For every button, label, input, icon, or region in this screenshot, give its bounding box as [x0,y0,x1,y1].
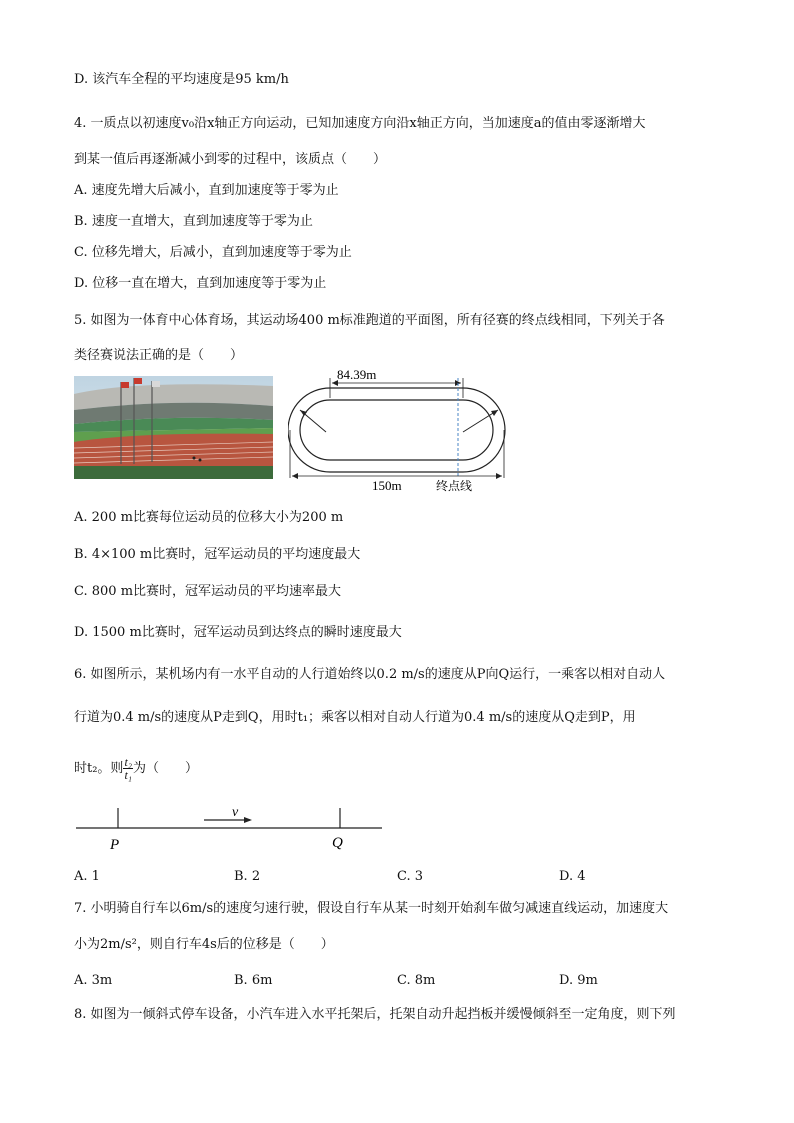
q3-option-d: D. 该汽车全程的平均速度是95 km/h [74,72,289,87]
velocity-label: v [232,805,239,820]
q4-option-d: D. 位移一直在增大，直到加速度等于零为止 [74,276,327,291]
q5-option-b: B. 4×100 m比赛时，冠军运动员的平均速度最大 [74,547,361,562]
q7-option-a: A. 3m [74,973,113,988]
q4-option-a: A. 速度先增大后减小，直到加速度等于零为止 [74,183,339,198]
q6-option-d: D. 4 [559,869,586,884]
q4-option-b: B. 速度一直增大，直到加速度等于零为止 [74,214,313,229]
q6-stem-line3-pre: 时t₂。则 [74,761,124,776]
q8-stem-line1: 8. 如图为一倾斜式停车设备，小汽车进入水平托架后，托架自动升起挡板并缓慢倾斜至一定角度，则下列 [74,1007,676,1022]
finish-line-label: 终点线 [436,479,473,493]
point-p-label: P [110,837,120,853]
q4-option-c: C. 位移先增大，后减小，直到加速度等于零为止 [74,245,352,260]
q6-stem-line2: 行道为0.4 m/s的速度从P走到Q，用时t₁；乘客以相对自动人行道为0.4 m/s的速度从Q走到P，用 [74,710,636,725]
q6-option-c: C. 3 [397,869,424,884]
q6-option-a: A. 1 [74,869,100,884]
q7-option-b: B. 6m [234,973,273,988]
q4-stem-line2: 到某一值后再逐渐减小到零的过程中，该质点（ ） [74,152,387,167]
track-top-label: 84.39m [337,370,377,382]
q5-option-c: C. 800 m比赛时，冠军运动员的平均速率最大 [74,584,342,599]
q7-option-d: D. 9m [559,973,598,988]
q6-stem-line1: 6. 如图所示，某机场内有一水平自动的人行道始终以0.2 m/s的速度从P向Q运行，一乘客以相对自动人 [74,667,666,682]
q7-option-c: C. 8m [397,973,436,988]
q7-stem-line2: 小为2m/s²，则自行车4s后的位移是（ ） [74,937,334,952]
fraction-denominator: t₁ [124,768,132,782]
fraction-numerator: t₂ [124,755,132,769]
q5-stem-line2: 类径赛说法正确的是（ ） [74,348,244,363]
track-diagram [288,370,510,495]
point-q-label: Q [332,835,343,851]
q7-stem-line1: 7. 小明骑自行车以6m/s的速度匀速行驶，假设自行车从某一时刻开始刹车做匀减速直线运动，加速度大 [74,901,669,916]
q6-option-b: B. 2 [234,869,261,884]
q6-options [74,869,714,884]
t2-over-t1-fraction [123,756,133,781]
q5-option-d: D. 1500 m比赛时，冠军运动员到达终点的瞬时速度最大 [74,625,402,640]
q6-stem-line3 [74,754,198,784]
stadium-photo [74,376,273,479]
q7-options [74,973,714,988]
q5-stem-line1: 5. 如图为一体育中心体育场，其运动场400 m标准跑道的平面图，所有径赛的终点线相同，下列关于各 [74,313,665,328]
q6-stem-line3-post: 为（ ） [132,761,198,776]
track-bottom-label: 150m [372,478,402,493]
q4-stem-line1: 4. 一质点以初速度v₀沿x轴正方向运动，已知加速度方向沿x轴正方向，当加速度a的值由零逐渐增大 [74,116,646,131]
walkway-diagram [74,800,386,856]
q5-option-a: A. 200 m比赛每位运动员的位移大小为200 m [74,510,344,525]
